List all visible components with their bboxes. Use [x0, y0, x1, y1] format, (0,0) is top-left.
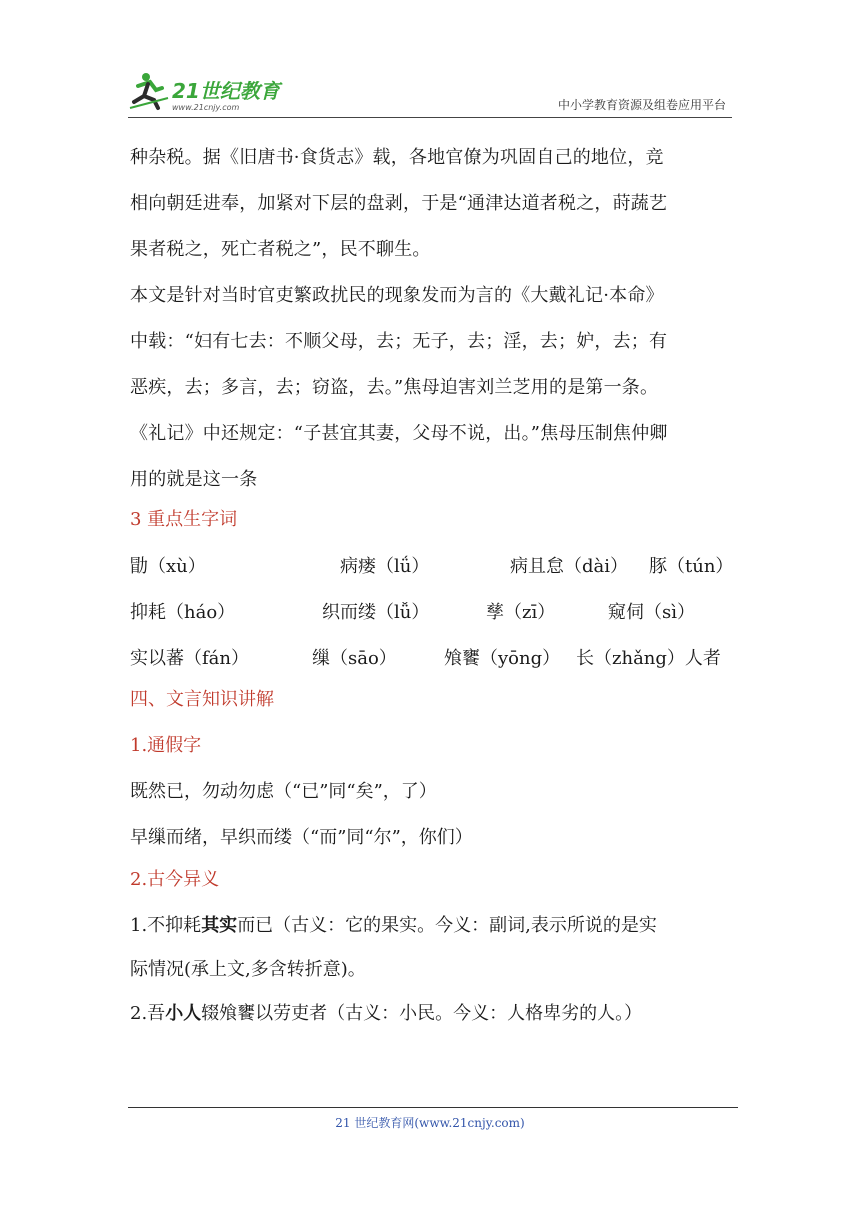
vocab-item: 孳（zī） — [486, 602, 556, 623]
subsection-title-tongjia: 1.通假字 — [130, 735, 202, 756]
section-title-vocab: 3 重点生字词 — [130, 509, 238, 530]
gujin-item — [130, 1002, 642, 1026]
vocab-item: 缫（sāo） — [312, 648, 397, 669]
vocab-row — [130, 552, 734, 576]
runner-icon — [130, 73, 168, 108]
vocab-item: 飧饔（yōng） — [444, 648, 561, 669]
text-line: 中载：“妇有七去：不顺父母，去；无子，去；淫，去；妒，去；有 — [130, 331, 668, 352]
subsection-title-gujin: 2.古今异义 — [130, 869, 220, 890]
vocab-item: 窥伺（sì） — [608, 602, 695, 623]
page-header — [128, 68, 732, 118]
footer-divider — [128, 1107, 738, 1108]
vocab-item: 病瘘（lǘ） — [340, 556, 430, 577]
gujin-keyword: 其实 — [201, 915, 238, 936]
gujin-item-continued: 际情况(承上文,多含转折意)。 — [130, 959, 366, 980]
gujin-item — [130, 914, 657, 938]
text-line: 用的就是这一条 — [130, 469, 258, 490]
vocab-row — [130, 644, 734, 668]
vocab-item: 织而缕（lǚ） — [322, 602, 430, 623]
logo — [128, 68, 298, 114]
platform-label: 中小学教育资源及组卷应用平台 — [557, 98, 726, 112]
vocab-item: 实以蕃（fán） — [130, 648, 249, 669]
logo-text: 21世纪教育 — [172, 79, 280, 103]
header-divider — [128, 117, 732, 118]
gujin-explanation: 而已（古义：它的果实。今义：副词,表示所说的是实 — [237, 915, 657, 936]
section-title-knowledge: 四、文言知识讲解 — [130, 689, 274, 710]
vocab-item: 豚（tún） — [649, 556, 734, 577]
vocab-item: 勖（xù） — [130, 556, 206, 577]
gujin-keyword: 小人 — [165, 1003, 202, 1024]
vocab-item: 长（zhǎng）人者 — [576, 648, 721, 669]
gujin-prefix: 2.吾 — [130, 1003, 166, 1024]
text-line: 《礼记》中还规定：“子甚宜其妻，父母不说，出。”焦母压制焦仲卿 — [130, 423, 668, 444]
text-line: 果者税之，死亡者税之”，民不聊生。 — [130, 239, 431, 260]
gujin-prefix: 1.不抑耗 — [130, 915, 202, 936]
logo-url: www.21cnjy.com — [172, 103, 240, 112]
text-line: 恶疾，去；多言，去；窃盗，去。”焦母迫害刘兰芝用的是第一条。 — [130, 377, 659, 398]
footer-link[interactable]: 21 世纪教育网(www.21cnjy.com) — [335, 1116, 525, 1130]
text-line: 种杂税。据《旧唐书·食货志》载，各地官僚为巩固自己的地位，竞 — [130, 147, 664, 168]
text-line: 本文是针对当时官吏繁政扰民的现象发而为言的《大戴礼记·本命》 — [130, 285, 664, 306]
vocab-item: 病且怠（dài） — [510, 556, 629, 577]
vocab-item: 抑耗（háo） — [130, 602, 236, 623]
gujin-explanation: 辍飧饔以劳吏者（古义：小民。今义：人格卑劣的人。） — [201, 1003, 643, 1024]
vocab-row — [130, 598, 734, 622]
tongjia-item: 早缫而绪，早织而缕（“而”同“尔”，你们） — [130, 827, 473, 848]
tongjia-item: 既然已，勿动勿虑（“已”同“矣”，了） — [130, 781, 437, 802]
text-line: 相向朝廷进奉，加紧对下层的盘剥，于是“通津达道者税之，莳蔬艺 — [130, 193, 668, 214]
